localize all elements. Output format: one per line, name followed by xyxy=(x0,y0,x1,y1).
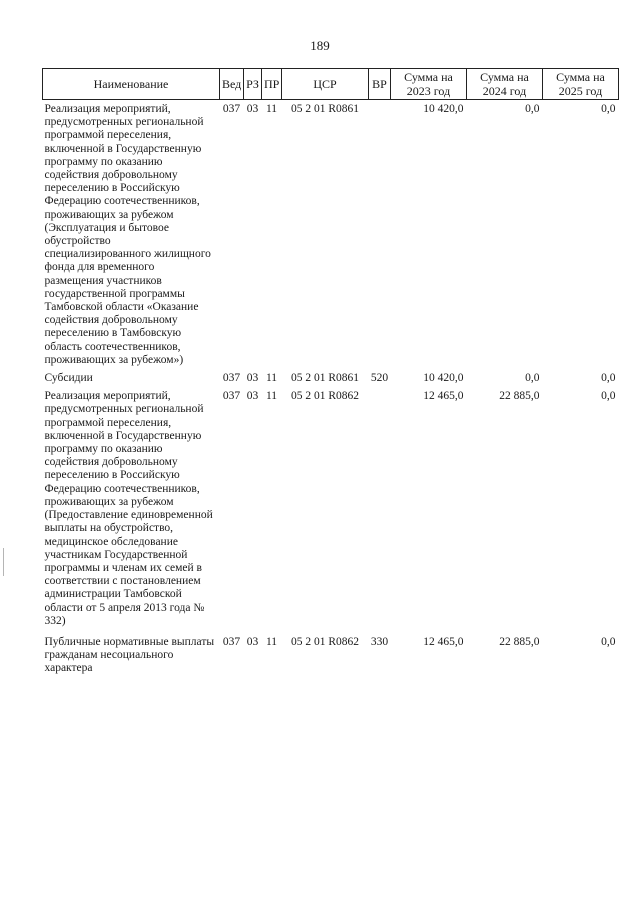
header-sum-2023: Сумма на 2023 год xyxy=(391,69,467,100)
row-name: Реализация мероприятий, предусмотренных региональной программой переселения, включенной в Государственную программу по оказанию содействия добровольному переселению в Российскую Федерацию соотечественников, проживающих за рубежом (Эксплуатация и бытовое обустройство специализированного жилищного фонда для временного размещения участников государственной программы Тамбовской области «Оказание содействия добровольному переселению в Тамбовскую область соотечественников, проживающих за рубежом») xyxy=(44,103,211,366)
row-csr: 05 2 01 R0861 xyxy=(290,372,360,385)
row-pr: 11 xyxy=(265,103,278,115)
row-rz: 03 xyxy=(246,390,259,403)
header-pr: ПР xyxy=(262,69,282,100)
row-pr: 11 xyxy=(265,635,278,648)
row-csr: 05 2 01 R0861 xyxy=(290,103,360,115)
table-row xyxy=(43,630,619,678)
row-ved: 037 xyxy=(222,103,241,115)
row-sum-2023: 10 420,0 xyxy=(423,103,464,115)
table-row xyxy=(43,369,619,387)
budget-table xyxy=(42,68,619,678)
row-sum-2023: 10 420,0 xyxy=(423,372,464,385)
row-sum-2025: 0,0 xyxy=(601,635,616,648)
row-csr: 05 2 01 R0862 xyxy=(290,390,360,403)
header-sum-2024: Сумма на 2024 год xyxy=(467,69,543,100)
table-header xyxy=(43,69,619,100)
page-number: 189 xyxy=(310,38,330,53)
row-sum-2024: 22 885,0 xyxy=(499,390,540,403)
row-rz: 03 xyxy=(246,103,259,115)
table-row xyxy=(43,100,619,370)
row-sum-2023: 12 465,0 xyxy=(423,635,464,648)
row-sum-2024: 0,0 xyxy=(525,103,540,115)
row-vr: 330 xyxy=(370,635,389,648)
row-ved: 037 xyxy=(222,390,241,403)
header-ved: Вед xyxy=(220,69,244,100)
row-ved: 037 xyxy=(222,635,241,648)
row-name: Публичные нормативные выплаты гражданам несоциального характера xyxy=(44,635,215,675)
row-pr: 11 xyxy=(265,372,278,385)
row-sum-2024: 0,0 xyxy=(525,372,540,385)
row-ved: 037 xyxy=(222,372,241,385)
row-pr: 11 xyxy=(265,390,278,403)
row-csr: 05 2 01 R0862 xyxy=(290,635,360,648)
header-sum-2025: Сумма на 2025 год xyxy=(543,69,619,100)
row-sum-2024: 22 885,0 xyxy=(499,635,540,648)
row-vr xyxy=(369,387,391,630)
row-rz: 03 xyxy=(246,635,259,648)
header-rz: РЗ xyxy=(244,69,262,100)
row-sum-2025: 0,0 xyxy=(601,372,616,385)
header-name: Наименование xyxy=(43,69,220,100)
row-name: Субсидии xyxy=(44,372,93,385)
row-rz: 03 xyxy=(246,372,259,385)
table-row xyxy=(43,387,619,630)
header-csr: ЦСР xyxy=(282,69,369,100)
row-sum-2025: 0,0 xyxy=(601,390,616,403)
row-vr: 520 xyxy=(370,372,389,385)
row-name: Реализация мероприятий, предусмотренных региональной программой переселения, включенной в Государственную программу по оказанию содействия добровольному переселению в Российскую Федерацию соотечественников, проживающих за рубежом (Предоставление единовременной выплаты на обустройство, медицинское обследование участникам Государственной программы и членам их семей в соответствии с постановлением администрации Тамбовской области от 5 апреля 2013 года № 332) xyxy=(44,390,213,627)
scan-artifact xyxy=(3,548,4,576)
row-sum-2025: 0,0 xyxy=(601,103,616,115)
row-sum-2023: 12 465,0 xyxy=(423,390,464,403)
row-vr xyxy=(369,100,391,370)
header-vr: ВР xyxy=(369,69,391,100)
